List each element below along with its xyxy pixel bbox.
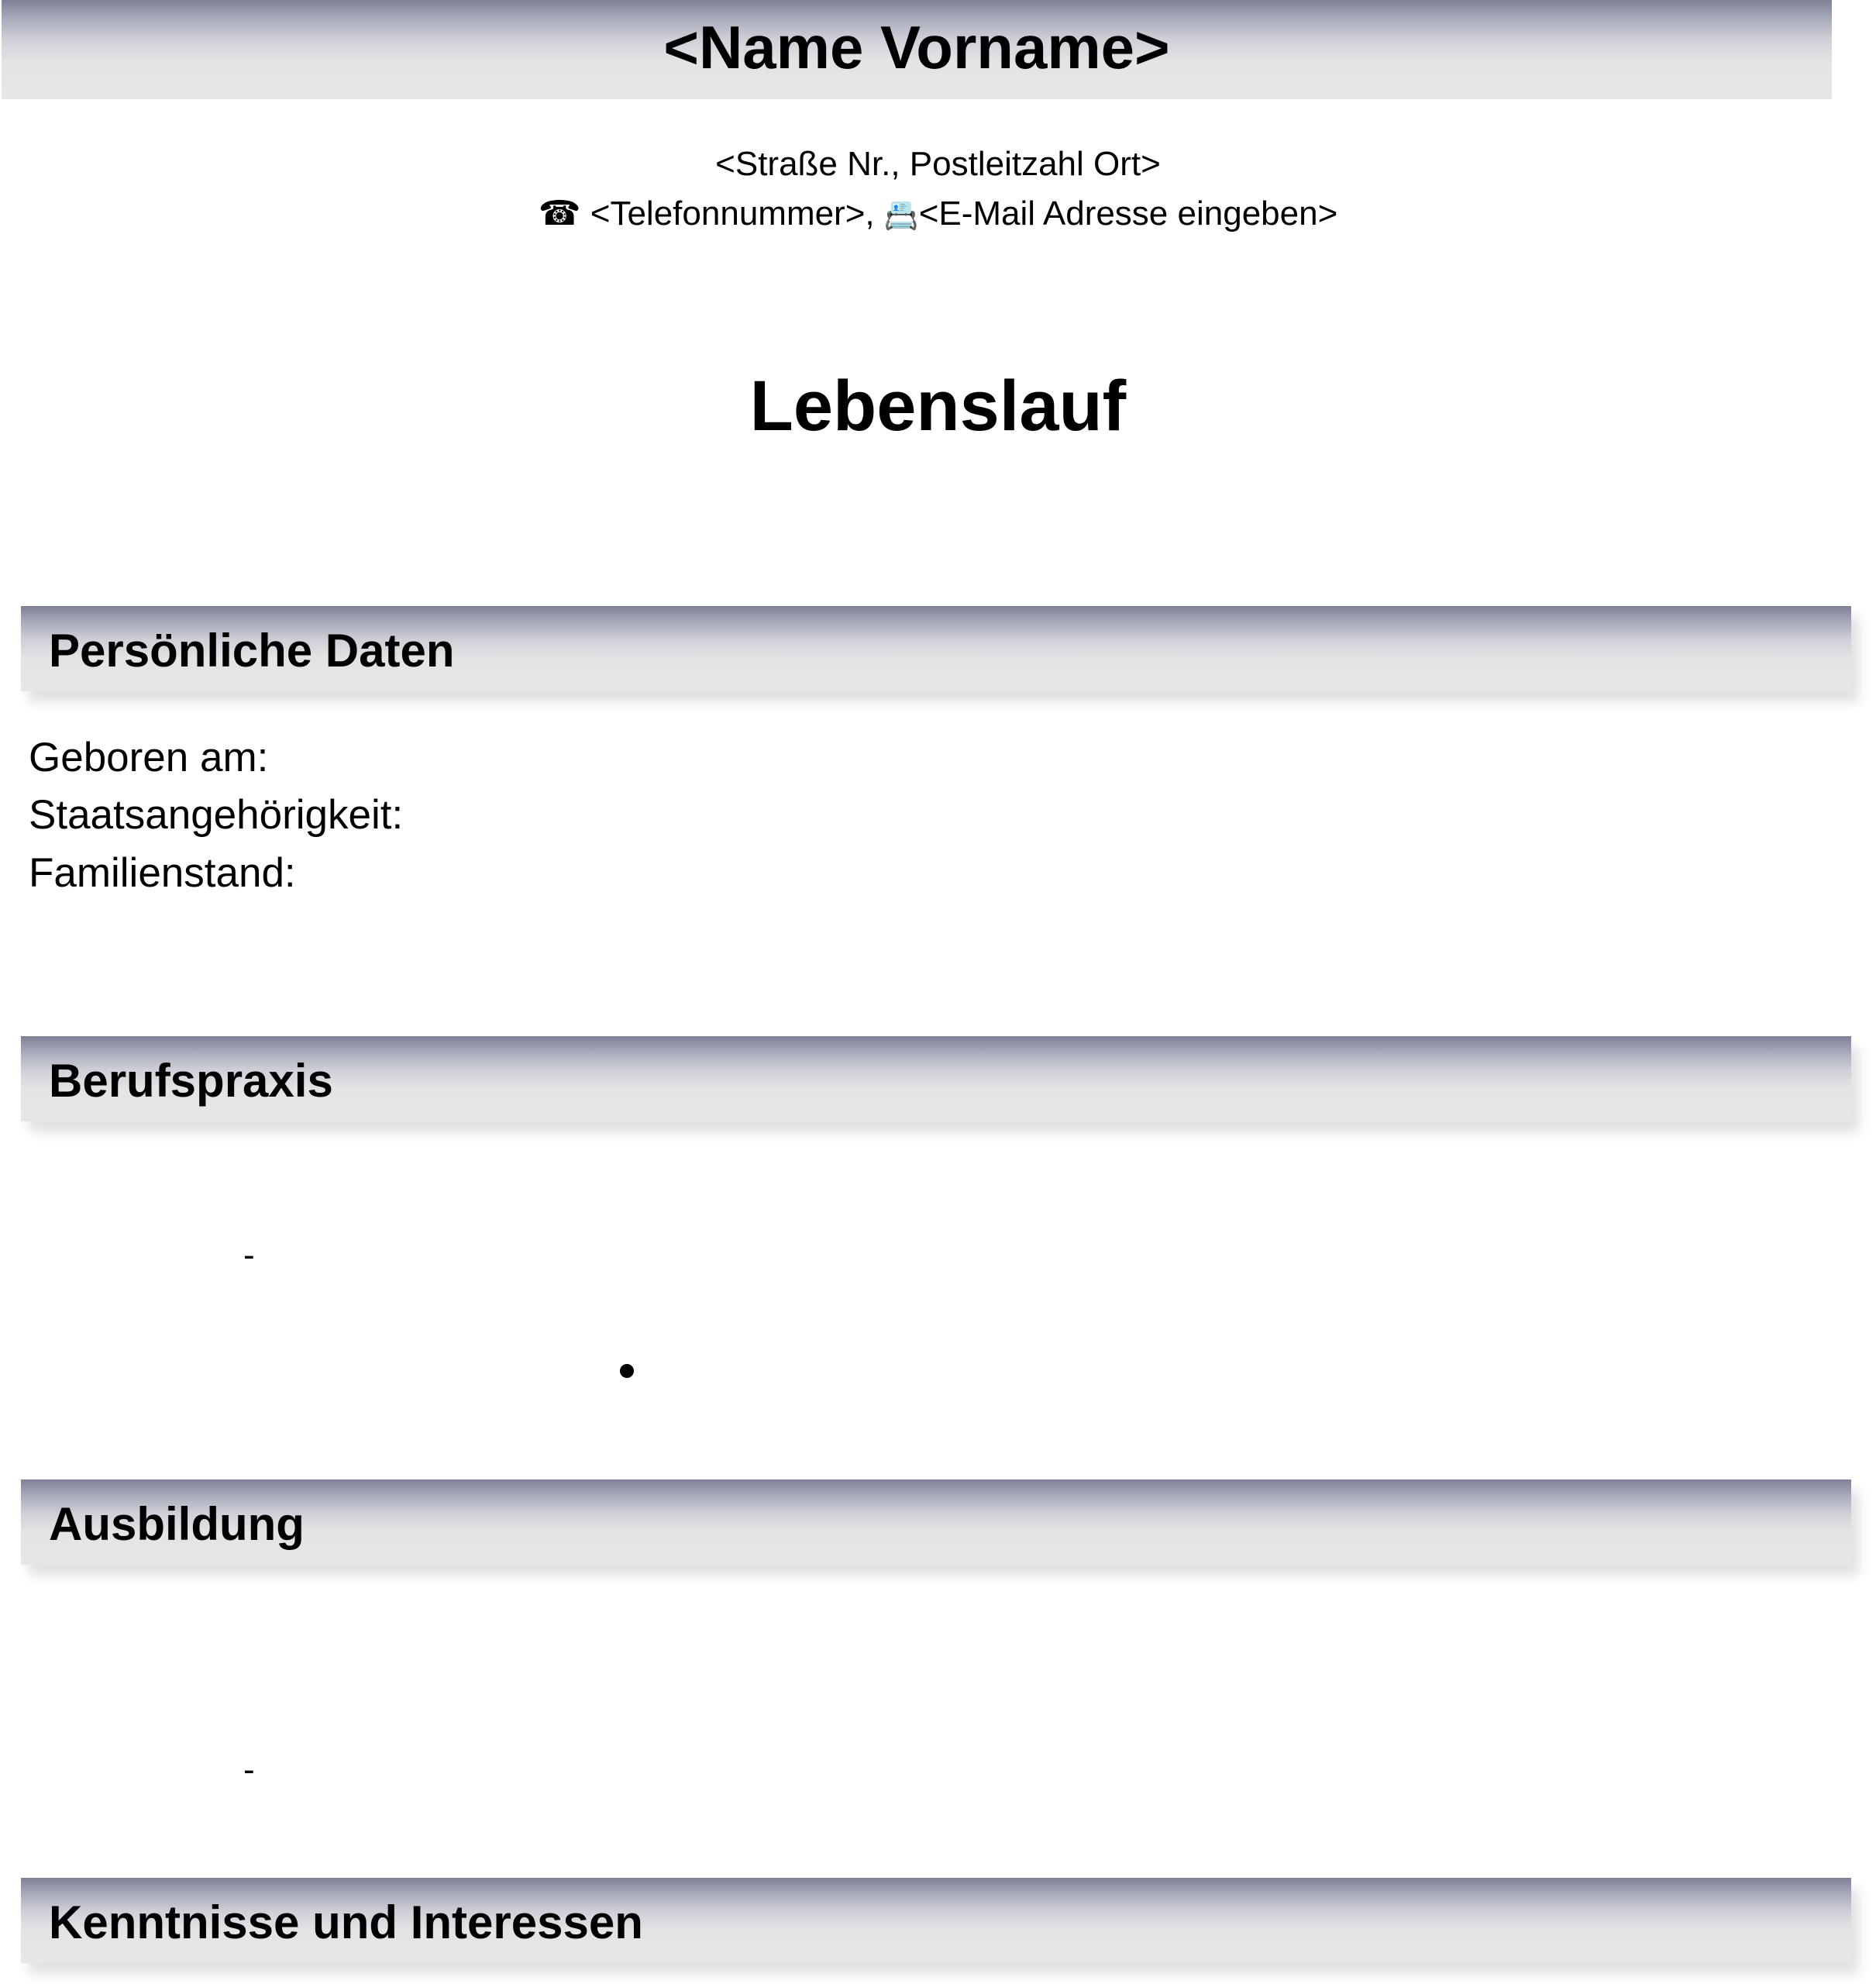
career-date-dash: -	[243, 1236, 255, 1274]
section-header-career	[21, 1036, 1851, 1121]
address-line: <Straße Nr., Postleitzahl Ort>	[715, 145, 1161, 183]
contact-line	[0, 197, 1876, 231]
phone-icon: ☎	[538, 195, 581, 232]
field-label-marital: Familienstand:	[29, 850, 296, 896]
section-header-education	[21, 1479, 1851, 1565]
section-title-skills: Kenntnisse und Interessen	[49, 1896, 643, 1948]
section-header-skills	[21, 1878, 1851, 1963]
section-title-education: Ausbildung	[49, 1498, 305, 1550]
field-label-born: Geboren am:	[29, 735, 269, 780]
document-title: Lebenslauf	[749, 367, 1127, 446]
name-title: <Name Vorname>	[663, 13, 1170, 81]
email-icon: 📇	[883, 199, 919, 231]
section-title-career: Berufspraxis	[49, 1055, 333, 1107]
phone-text: <Telefonnummer>,	[590, 195, 875, 232]
section-title-personal: Persönliche Daten	[49, 625, 455, 677]
email-text: <E-Mail Adresse eingeben>	[918, 195, 1338, 232]
career-bullet-point	[620, 1364, 634, 1378]
section-header-personal	[21, 606, 1851, 691]
field-label-nationality: Staatsangehörigkeit:	[29, 792, 404, 838]
education-date-dash: -	[243, 1751, 255, 1789]
